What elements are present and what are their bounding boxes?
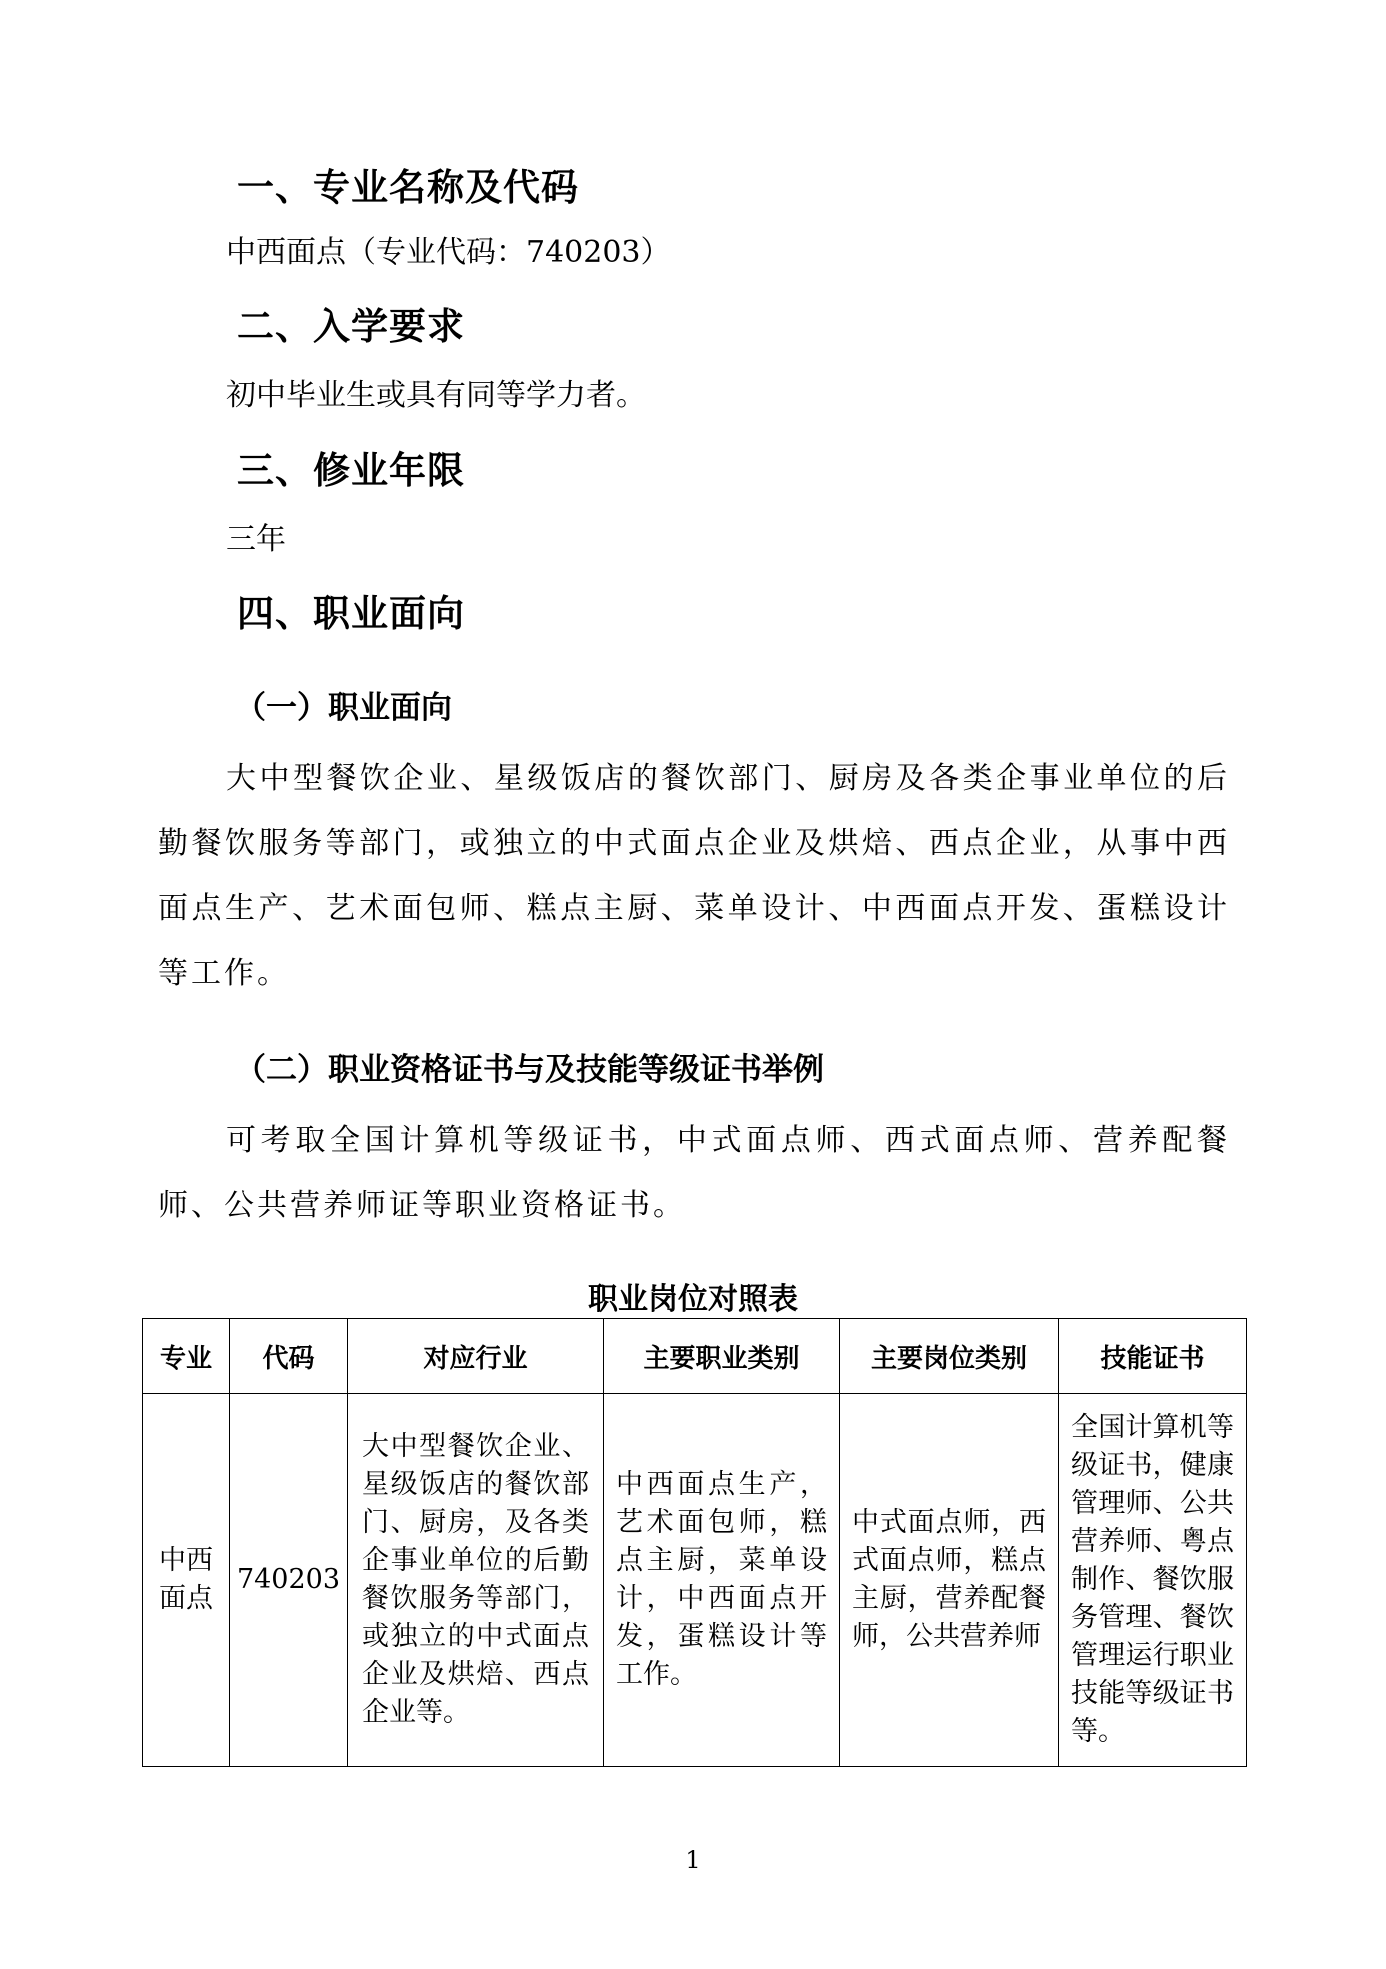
section-2-body: 初中毕业生或具有同等学力者。 xyxy=(226,378,646,413)
header-occupation: 主要职业类别 xyxy=(604,1319,840,1394)
cell-industry: 大中型餐饮企业、星级饭店的餐饮部门、厨房，及各类企事业单位的后勤餐饮服务等部门，或独立的中式面点企业及烘焙、西点企业等。 xyxy=(348,1394,604,1767)
table-header-row xyxy=(143,1319,1247,1394)
section-3-title: 三、修业年限 xyxy=(237,449,465,492)
subsection-1-title: （一）职业面向 xyxy=(235,690,452,726)
cell-position: 中式面点师，西式面点师，糕点主厨，营养配餐师，公共营养师 xyxy=(840,1394,1059,1767)
cell-code: 740203 xyxy=(230,1394,348,1767)
subsection-2-title: （二）职业资格证书与及技能等级证书举例 xyxy=(235,1052,824,1088)
subsection-2-body: 可考取全国计算机等级证书，中式面点师、西式面点师、营养配餐师、公共营养师证等职业资格证书。 xyxy=(158,1123,1230,1223)
cell-occupation: 中西面点生产，艺术面包师，糕点主厨，菜单设计，中西面点开发，蛋糕设计等工作。 xyxy=(604,1394,840,1767)
occupation-table xyxy=(142,1318,1247,1767)
table-caption: 职业岗位对照表 xyxy=(588,1282,798,1317)
header-certificate: 技能证书 xyxy=(1059,1319,1247,1394)
page-number: 1 xyxy=(685,1846,701,1874)
subsection-1-body: 大中型餐饮企业、星级饭店的餐饮部门、厨房及各类企事业单位的后勤餐饮服务等部门，或独立的中式面点企业及烘焙、西点企业，从事中西面点生产、艺术面包师、糕点主厨、菜单设计、中西面点开发、蛋糕设计等工作。 xyxy=(158,761,1230,991)
cell-certificate: 全国计算机等级证书，健康管理师、公共营养师、粤点制作、餐饮服务管理、餐饮管理运行职业技能等级证书等。 xyxy=(1059,1394,1247,1767)
header-position: 主要岗位类别 xyxy=(840,1319,1059,1394)
section-1-title: 一、专业名称及代码 xyxy=(237,166,579,209)
cell-major: 中西面点 xyxy=(143,1394,230,1767)
header-code: 代码 xyxy=(230,1319,348,1394)
section-1-body: 中西面点（专业代码：740203） xyxy=(226,235,671,270)
section-4-title: 四、职业面向 xyxy=(237,592,465,635)
table-row xyxy=(143,1394,1247,1767)
section-3-body: 三年 xyxy=(226,522,286,557)
section-2-title: 二、入学要求 xyxy=(237,305,465,348)
header-major: 专业 xyxy=(143,1319,230,1394)
header-industry: 对应行业 xyxy=(348,1319,604,1394)
